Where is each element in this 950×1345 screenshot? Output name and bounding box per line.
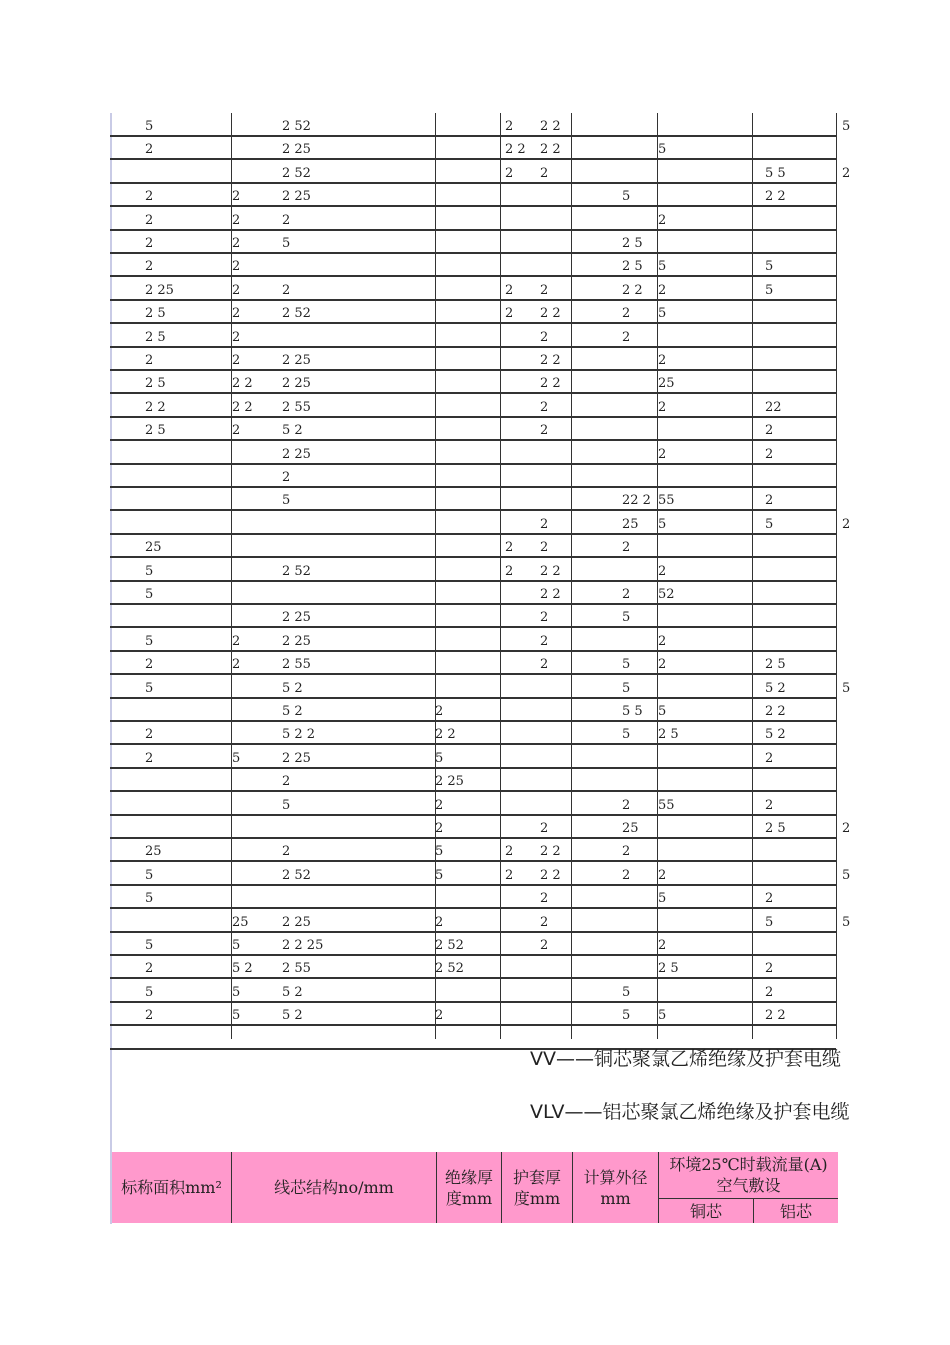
table-cell-fragment: 5 (842, 868, 851, 883)
table-cell-fragment: 2 25 (282, 610, 311, 625)
table-cell-fragment: 2 25 (282, 634, 311, 649)
table-cell-fragment: 2 (658, 564, 667, 579)
table-cell-fragment: 2 (282, 470, 291, 485)
table-cell-fragment: 2 2 (540, 868, 561, 883)
table-cell-fragment: 2 2 (435, 727, 456, 742)
table-cell-fragment: 2 (540, 634, 549, 649)
table-cell-fragment: 2 (145, 727, 154, 742)
table-cell-fragment: 2 (435, 915, 444, 930)
table-cell-fragment: 5 (232, 1008, 241, 1023)
table-cell-fragment: 5 (145, 938, 154, 953)
table-cell-fragment: 2 25 (435, 774, 464, 789)
table-cell-fragment: 2 (765, 423, 774, 438)
grid-row-line (110, 1024, 836, 1026)
table-cell-fragment: 25 (232, 915, 249, 930)
table-cell-fragment: 2 (435, 798, 444, 813)
grid-row-line (110, 580, 836, 582)
grid-row-line (110, 556, 836, 558)
table-cell-fragment: 2 25 (282, 915, 311, 930)
table-cell-fragment: 5 (232, 938, 241, 953)
table-cell-fragment: 2 (232, 283, 241, 298)
table-cell-fragment: 2 25 (282, 189, 311, 204)
table-cell-fragment: 2 (505, 868, 514, 883)
table-cell-fragment: 2 (232, 330, 241, 345)
grid-row-line (110, 392, 836, 394)
table-cell-fragment: 2 (622, 330, 631, 345)
table-cell-fragment: 5 (658, 704, 667, 719)
table-cell-fragment: 5 (765, 283, 774, 298)
table-cell-fragment: 2 (540, 657, 549, 672)
grid-row-line (110, 837, 836, 839)
header-outer-diameter: 计算外径mm (573, 1152, 659, 1223)
table-cell-fragment: 5 (622, 610, 631, 625)
table-cell-fragment: 2 (435, 1008, 444, 1023)
table-cell-fragment: 2 (540, 330, 549, 345)
table-cell-fragment: 2 (658, 353, 667, 368)
table-cell-fragment: 2 52 (435, 938, 464, 953)
grid-row-line (110, 603, 836, 605)
table-cell-fragment: 2 (765, 891, 774, 906)
table-cell-fragment: 5 (765, 517, 774, 532)
table-cell-fragment: 2 2 (540, 306, 561, 321)
table-cell-fragment: 5 (145, 119, 154, 134)
table-cell-fragment: 2 (842, 517, 851, 532)
grid-row-line (110, 182, 836, 184)
table-cell-fragment: 2 2 (540, 353, 561, 368)
table-cell-fragment: 5 (232, 985, 241, 1000)
table-cell-fragment: 2 2 (765, 1008, 786, 1023)
table-cell-fragment: 5 (435, 844, 444, 859)
table-cell-fragment: 2 (232, 634, 241, 649)
table-cell-fragment: 2 (765, 447, 774, 462)
table-cell-fragment: 2 (540, 610, 549, 625)
table-cell-fragment: 5 (658, 259, 667, 274)
table-cell-fragment: 2 (232, 213, 241, 228)
table-cell-fragment: 2 (435, 821, 444, 836)
table-cell-fragment: 22 2 (622, 493, 651, 508)
table-cell-fragment: 2 25 (282, 353, 311, 368)
table-cell-fragment: 2 (540, 400, 549, 415)
table-cell-fragment: 25 (622, 821, 639, 836)
table-cell-fragment: 2 2 (765, 704, 786, 719)
table-cell-fragment: 2 2 (540, 587, 561, 602)
table-cell-fragment: 5 (842, 915, 851, 930)
table-cell-fragment: 2 (232, 236, 241, 251)
table-cell-fragment: 2 2 (540, 564, 561, 579)
grid-row-line (110, 205, 836, 207)
table-cell-fragment: 2 (435, 704, 444, 719)
caption-vv: VV——铜芯聚氯乙烯绝缘及护套电缆 (530, 1048, 841, 1070)
grid-row-line (110, 931, 836, 933)
table-cell-fragment: 2 (658, 868, 667, 883)
table-cell-fragment: 2 (145, 189, 154, 204)
table-cell-fragment: 2 25 (282, 142, 311, 157)
table-cell-fragment: 2 52 (435, 961, 464, 976)
table-header (112, 1152, 838, 1223)
grid-row-line (110, 299, 836, 301)
table-cell-fragment: 22 (765, 400, 782, 415)
grid-row-line (110, 884, 836, 886)
table-cell-fragment: 2 (540, 540, 549, 555)
table-cell-fragment: 2 (540, 915, 549, 930)
table-cell-fragment: 5 2 (282, 704, 303, 719)
table-cell-fragment: 5 (765, 915, 774, 930)
caption-vlv: VLV——铝芯聚氯乙烯绝缘及护套电缆 (530, 1101, 850, 1123)
grid-row-line (110, 790, 836, 792)
table-cell-fragment: 2 (145, 213, 154, 228)
table-cell-fragment: 2 (540, 891, 549, 906)
table-cell-fragment: 5 (622, 657, 631, 672)
grid-row-line (110, 626, 836, 628)
table-cell-fragment: 5 (145, 564, 154, 579)
table-cell-fragment: 25 (622, 517, 639, 532)
table-cell-fragment: 5 (622, 189, 631, 204)
table-cell-fragment: 2 (658, 447, 667, 462)
table-cell-fragment: 2 (145, 353, 154, 368)
table-cell-fragment: 52 (658, 587, 675, 602)
table-cell-fragment: 2 (145, 751, 154, 766)
table-cell-fragment: 2 (622, 306, 631, 321)
grid-row-line (110, 252, 836, 254)
grid-row-line (110, 229, 836, 231)
table-cell-fragment: 2 (505, 306, 514, 321)
table-cell-fragment: 2 2 (540, 142, 561, 157)
table-cell-fragment: 25 (145, 540, 162, 555)
header-aluminum-core: 铝芯 (754, 1199, 838, 1223)
table-cell-fragment: 2 (765, 751, 774, 766)
table-cell-fragment: 5 2 (232, 961, 253, 976)
grid-row-line (110, 650, 836, 652)
table-cell-fragment: 2 52 (282, 564, 311, 579)
table-cell-fragment: 5 (658, 306, 667, 321)
table-cell-fragment: 5 (282, 236, 291, 251)
grid-row-line (110, 954, 836, 956)
table-cell-fragment: 2 (658, 213, 667, 228)
table-cell-fragment: 5 2 (282, 985, 303, 1000)
grid-row-line (110, 1001, 836, 1003)
table-cell-fragment: 2 (658, 657, 667, 672)
header-ampacity: 环境25℃时载流量(A)空气敷设 (659, 1152, 838, 1199)
table-cell-fragment: 2 2 (622, 283, 643, 298)
table-cell-fragment: 5 (145, 868, 154, 883)
header-sheath-thickness: 护套厚度mm (502, 1152, 573, 1223)
table-cell-fragment: 5 (765, 259, 774, 274)
header-insulation-thickness: 绝缘厚度mm (437, 1152, 502, 1223)
table-cell-fragment: 5 (622, 985, 631, 1000)
table-cell-fragment: 2 5 (622, 236, 643, 251)
grid-row-line (110, 369, 836, 371)
grid-row-line (110, 907, 836, 909)
table-cell-fragment: 2 (145, 236, 154, 251)
table-cell-fragment: 2 2 (232, 400, 253, 415)
table-cell-fragment: 2 5 (765, 821, 786, 836)
table-cell-fragment: 2 (622, 587, 631, 602)
grid-row-line (110, 860, 836, 862)
table-cell-fragment: 2 (658, 634, 667, 649)
table-cell-fragment: 55 (658, 493, 675, 508)
grid-row-line (110, 346, 836, 348)
table-cell-fragment: 2 (232, 657, 241, 672)
table-cell-fragment: 2 (658, 283, 667, 298)
table-cell-fragment: 2 2 (540, 376, 561, 391)
table-cell-fragment: 2 (282, 283, 291, 298)
table-cell-fragment: 5 (658, 142, 667, 157)
table-cell-fragment: 2 5 (145, 376, 166, 391)
table-cell-fragment: 2 (232, 259, 241, 274)
table-cell-fragment: 5 2 (282, 423, 303, 438)
table-cell-fragment: 2 (540, 423, 549, 438)
table-cell-fragment: 5 2 (282, 1008, 303, 1023)
table-cell-fragment: 2 (505, 540, 514, 555)
table-cell-fragment: 5 2 (765, 681, 786, 696)
table-cell-fragment: 5 (622, 1008, 631, 1023)
table-cell-fragment: 5 (145, 634, 154, 649)
table-cell-fragment: 2 5 (145, 330, 166, 345)
table-cell-fragment: 2 25 (282, 447, 311, 462)
table-cell-fragment: 2 (505, 166, 514, 181)
table-cell-fragment: 2 (282, 844, 291, 859)
table-cell-fragment: 2 5 (145, 306, 166, 321)
table-cell-fragment: 2 (765, 493, 774, 508)
table-cell-fragment: 5 (842, 681, 851, 696)
grid-row-line (110, 720, 836, 722)
table-cell-fragment: 2 55 (282, 961, 311, 976)
table-cell-fragment: 2 (540, 517, 549, 532)
table-cell-fragment: 2 5 (765, 657, 786, 672)
table-cell-fragment: 2 (622, 540, 631, 555)
grid-row-line (110, 673, 836, 675)
table-cell-fragment: 2 (282, 774, 291, 789)
grid-row-line (110, 533, 836, 535)
grid-row-line (110, 486, 836, 488)
table-cell-fragment: 2 55 (282, 400, 311, 415)
table-cell-fragment: 2 (232, 353, 241, 368)
table-cell-fragment: 5 (282, 493, 291, 508)
table-cell-fragment: 5 5 (765, 166, 786, 181)
table-cell-fragment: 55 (658, 798, 675, 813)
table-cell-fragment: 2 (145, 142, 154, 157)
table-cell-fragment: 2 (540, 821, 549, 836)
table-cell-fragment: 2 2 (540, 119, 561, 134)
header-nominal-area: 标称面积mm² (112, 1152, 232, 1223)
table-cell-fragment: 2 2 25 (282, 938, 324, 953)
table-cell-fragment: 2 2 (765, 189, 786, 204)
grid-row-line (110, 767, 836, 769)
table-cell-fragment: 2 (622, 844, 631, 859)
table-cell-fragment: 2 (765, 985, 774, 1000)
grid-column-line (836, 113, 837, 1039)
grid-row-line (110, 743, 836, 745)
table-cell-fragment: 5 (658, 891, 667, 906)
grid-row-line (110, 135, 836, 137)
table-cell-fragment: 2 2 (540, 844, 561, 859)
table-cell-fragment: 2 52 (282, 306, 311, 321)
table-cell-fragment: 2 2 (145, 400, 166, 415)
table-cell-fragment: 2 (540, 938, 549, 953)
table-cell-fragment: 5 (658, 1008, 667, 1023)
table-cell-fragment: 2 (765, 798, 774, 813)
table-cell-fragment: 5 (145, 891, 154, 906)
table-cell-fragment: 2 (765, 961, 774, 976)
table-cell-fragment: 2 25 (282, 751, 311, 766)
grid-row-line (110, 158, 836, 160)
table-cell-fragment: 5 (842, 119, 851, 134)
grid-row-line (110, 463, 836, 465)
table-cell-fragment: 5 (435, 751, 444, 766)
grid-row-line (110, 509, 836, 511)
grid-row-line (110, 416, 836, 418)
table-cell-fragment: 2 (505, 564, 514, 579)
table-cell-fragment: 5 (282, 798, 291, 813)
table-cell-fragment: 5 (145, 681, 154, 696)
table-cell-fragment: 5 (145, 985, 154, 1000)
table-cell-fragment: 2 5 (658, 961, 679, 976)
grid-row-line (110, 275, 836, 277)
table-cell-fragment: 2 (232, 423, 241, 438)
table-cell-fragment: 5 2 (765, 727, 786, 742)
table-cell-fragment: 5 (145, 587, 154, 602)
table-cell-fragment: 25 (145, 844, 162, 859)
table-cell-fragment: 5 (435, 868, 444, 883)
table-cell-fragment: 2 52 (282, 868, 311, 883)
table-cell-fragment: 2 (658, 400, 667, 415)
table-cell-fragment: 25 (658, 376, 675, 391)
grid-row-line (110, 814, 836, 816)
table-cell-fragment: 2 (145, 1008, 154, 1023)
table-cell-fragment: 2 25 (282, 376, 311, 391)
table-cell-fragment: 2 (282, 213, 291, 228)
table-cell-fragment: 2 5 (658, 727, 679, 742)
table-cell-fragment: 5 (658, 517, 667, 532)
table-cell-fragment: 2 (540, 166, 549, 181)
table-cell-fragment: 2 25 (145, 283, 174, 298)
table-cell-fragment: 2 2 (232, 376, 253, 391)
table-cell-fragment: 2 (505, 844, 514, 859)
table-cell-fragment: 2 55 (282, 657, 311, 672)
table-cell-fragment: 2 (540, 283, 549, 298)
table-cell-fragment: 2 (622, 798, 631, 813)
table-cell-fragment: 2 5 (145, 423, 166, 438)
table-cell-fragment: 5 5 (622, 704, 643, 719)
table-cell-fragment: 2 5 (622, 259, 643, 274)
table-cell-fragment: 2 (505, 283, 514, 298)
table-cell-fragment: 2 (145, 657, 154, 672)
table-cell-fragment: 2 (622, 868, 631, 883)
grid-row-line (110, 439, 836, 441)
table-cell-fragment: 2 (842, 166, 851, 181)
table-cell-fragment: 2 (842, 821, 851, 836)
table-cell-fragment: 2 (145, 961, 154, 976)
table-cell-fragment: 2 (658, 938, 667, 953)
table-cell-fragment: 2 2 (505, 142, 526, 157)
table-cell-fragment: 2 (505, 119, 514, 134)
table-cell-fragment: 5 (622, 727, 631, 742)
table-cell-fragment: 5 2 (282, 681, 303, 696)
grid-row-line (110, 977, 836, 979)
table-cell-fragment: 2 (145, 259, 154, 274)
table-cell-fragment: 5 (232, 751, 241, 766)
table-cell-fragment: 2 (232, 189, 241, 204)
header-core-structure: 线芯结构no/mm (232, 1152, 437, 1223)
table-cell-fragment: 5 2 2 (282, 727, 316, 742)
header-copper-core: 铜芯 (659, 1199, 754, 1223)
grid-row-line (110, 697, 836, 699)
table-cell-fragment: 2 (232, 306, 241, 321)
table-cell-fragment: 2 52 (282, 119, 311, 134)
table-cell-fragment: 5 (622, 681, 631, 696)
grid-row-line (110, 322, 836, 324)
table-cell-fragment: 2 52 (282, 166, 311, 181)
